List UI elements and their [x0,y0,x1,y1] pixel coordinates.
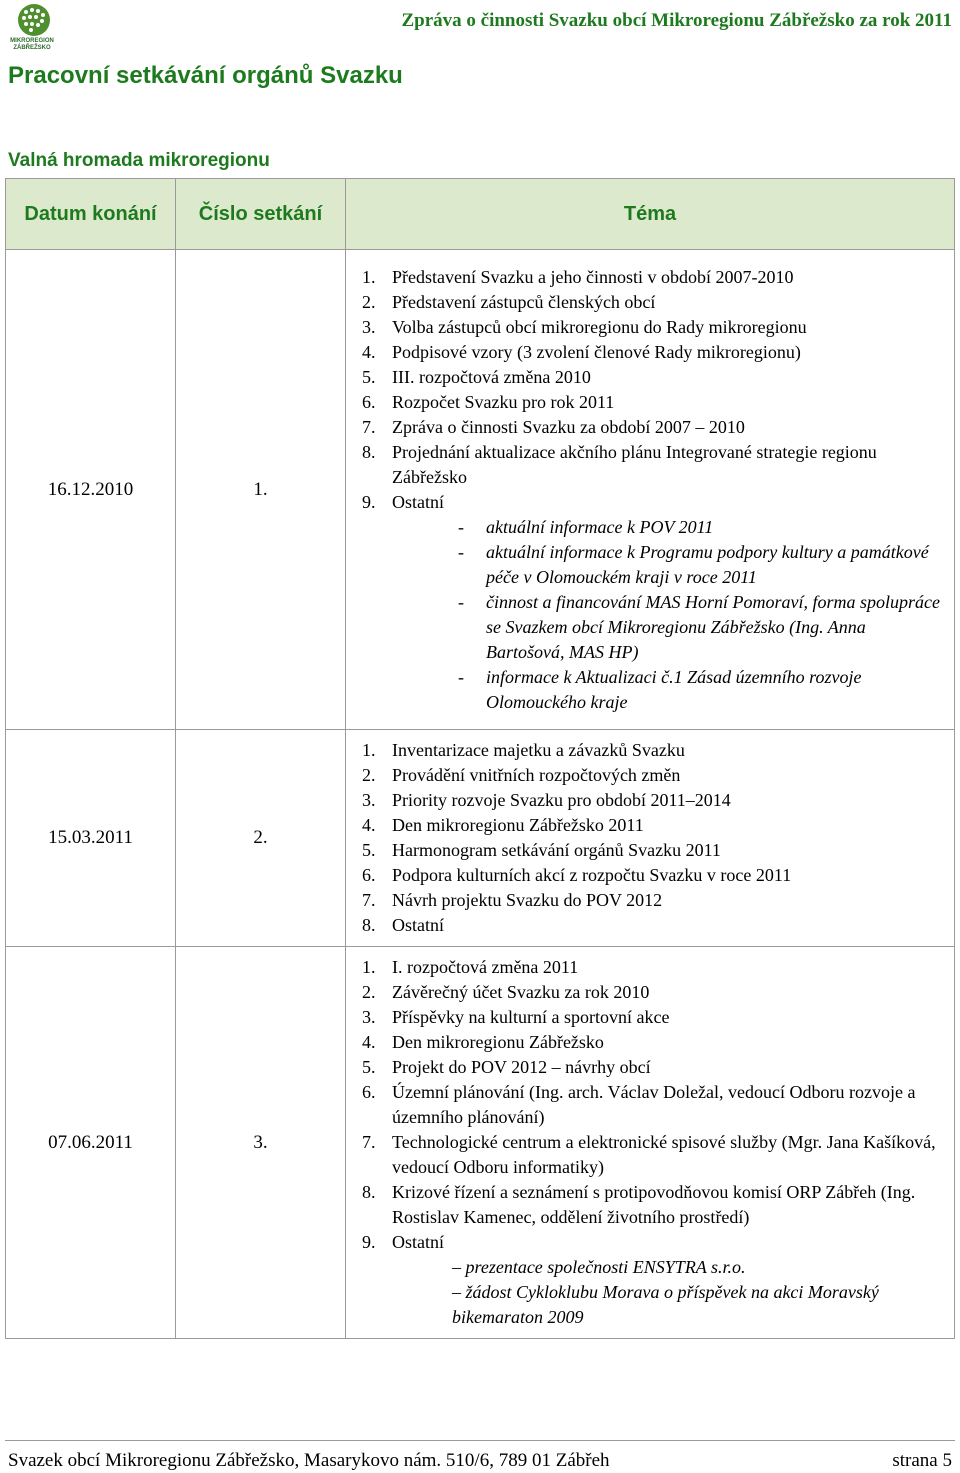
list-item [354,440,948,490]
table-row [6,730,955,947]
item-text: Návrh projektu Svazku do POV 2012 [392,890,663,910]
list-item [354,788,948,813]
item-text: Den mikroregionu Zábřežsko [392,1032,604,1052]
list-item [354,390,948,415]
list-item [354,955,948,980]
section-heading: Valná hromada mikroregionu [8,150,270,171]
item-number: 3. [362,1007,376,1027]
item-number: 9. [362,1232,376,1252]
item-text: Volba zástupců obcí mikroregionu do Rady mikroregionu [392,316,807,337]
meeting-date: 15.03.2011 [6,730,176,947]
list-item [354,813,948,838]
item-number: 5. [362,1057,376,1077]
item-text: Podpora kulturních akcí z rozpočtu Svazku v roce 2011 [392,865,792,885]
item-number: 8. [362,1182,376,1202]
list-item [354,1080,948,1130]
list-item [354,1230,948,1255]
list-item [354,980,948,1005]
list-item [354,913,948,938]
meeting-date: 07.06.2011 [6,947,176,1339]
item-number: 1. [362,740,376,760]
table-row [6,947,955,1339]
list-item [354,888,948,913]
list-item [354,763,948,788]
sub-list-item: – žádost Cykloklubu Morava o příspěvek na akci Moravský bikemaraton 2009 [452,1282,879,1327]
item-text: Závěrečný účet Svazku za rok 2010 [392,982,650,1002]
green-dotted-globe-icon [8,2,60,42]
item-number: 7. [362,1132,376,1152]
list-item [354,315,948,340]
item-text: Příspěvky na kulturní a sportovní akce [392,1007,670,1027]
item-text: Rozpočet Svazku pro rok 2011 [392,391,615,412]
list-item [354,290,948,315]
list-item [354,415,948,440]
item-text: Podpisové vzory (3 zvolení členové Rady mikroregionu) [392,341,801,362]
meeting-number: 1. [176,250,346,730]
item-number: 6. [362,865,376,885]
page-heading: Pracovní setkávání orgánů Svazku [8,62,403,89]
item-text: Harmonogram setkávání orgánů Svazku 2011 [392,840,721,860]
meetings-table [5,178,955,1339]
sub-item-text: aktuální informace k Programu podpory kultury a památkové péče v Olomouckém kraji v roce 2011 [486,541,929,587]
item-number: 6. [362,1082,376,1102]
item-number: 4. [362,341,376,362]
sub-list-item: – prezentace společnosti ENSYTRA s.r.o. [452,1257,746,1277]
item-number: 2. [362,291,376,312]
item-number: 2. [362,982,376,1002]
item-number: 6. [362,391,376,412]
header-topic: Téma [346,179,955,250]
item-text: I. rozpočtová změna 2011 [392,957,579,977]
item-number: 5. [362,840,376,860]
item-number: 2. [362,765,376,785]
sub-list-item: - aktuální informace k POV 2011 [458,516,714,537]
item-text: Den mikroregionu Zábřežsko 2011 [392,815,644,835]
sub-list-item: - činnost a financování MAS Horní Pomoraví, forma spolupráce se Svazkem obcí Mikroregionu Zábřežsko (Ing. Anna Bartošová, MAS HP) [458,591,940,662]
list-item [354,365,948,390]
item-number: 7. [362,890,376,910]
sub-item-text: informace k Aktualizaci č.1 Zásad územního rozvoje Olomouckého kraje [486,666,862,712]
item-number: 3. [362,316,376,337]
item-number: 1. [362,266,376,287]
item-text: III. rozpočtová změna 2010 [392,366,591,387]
list-item [354,1030,948,1055]
document-header-title: Zpráva o činnosti Svazku obcí Mikroregionu Zábřežsko za rok 2011 [401,10,952,31]
sub-item-text: aktuální informace k POV 2011 [486,516,714,537]
list-item [354,265,948,290]
item-number: 8. [362,441,376,462]
item-text: Projednání aktualizace akčního plánu Integrované strategie regionu Zábřežsko [392,441,877,487]
header-date: Datum konání [6,179,176,250]
meeting-date: 16.12.2010 [6,250,176,730]
list-item [354,1180,948,1230]
meeting-number: 3. [176,947,346,1339]
item-text: Provádění vnitřních rozpočtových změn [392,765,681,785]
page-number: strana 5 [892,1450,952,1471]
item-number: 7. [362,416,376,437]
list-item [354,838,948,863]
item-text: Územní plánování (Ing. arch. Václav Doležal, vedoucí Odboru rozvoje a územního plánování) [392,1082,916,1127]
sub-list-item: - informace k Aktualizaci č.1 Zásad územního rozvoje Olomouckého kraje [458,666,862,712]
footer-address: Svazek obcí Mikroregionu Zábřežsko, Masarykovo nám. 510/6, 789 01 Zábřeh [8,1450,610,1471]
logo-line1: MIKROREGION [10,38,54,44]
item-number: 9. [362,491,376,512]
item-number: 4. [362,815,376,835]
item-text: Zpráva o činnosti Svazku za období 2007 – 2010 [392,416,745,437]
meeting-topics [346,250,955,730]
logo-text [4,38,60,52]
item-text: Inventarizace majetku a závazků Svazku [392,740,685,760]
header-number: Číslo setkání [176,179,346,250]
item-number: 3. [362,790,376,810]
list-item [354,738,948,763]
meeting-number: 2. [176,730,346,947]
item-text: Představení Svazku a jeho činnosti v období 2007-2010 [392,266,794,287]
footer-divider [5,1440,955,1441]
meeting-topics [346,730,955,947]
list-item [354,1055,948,1080]
item-text: Krizové řízení a seznámení s protipovodňovou komisí ORP Zábřeh (Ing. Rostislav Kamenec, oddělení životního prostředí) [392,1182,916,1227]
logo-line2: ZÁBŘEŽSKO [13,45,51,51]
sub-item-text: činnost a financování MAS Horní Pomoraví, forma spolupráce se Svazkem obcí Mikroregionu Zábřežsko (Ing. Anna Bartošová, MAS HP) [486,591,940,662]
list-item [354,1130,948,1180]
table-row [6,250,955,730]
item-number: 8. [362,915,376,935]
table-header-row [6,179,955,250]
list-item [354,1005,948,1030]
meeting-topics [346,947,955,1339]
item-text: Technologické centrum a elektronické spisové služby (Mgr. Jana Kašíková, vedoucí Odboru informatiky) [392,1132,936,1177]
sub-list-item: - aktuální informace k Programu podpory kultury a památkové péče v Olomouckém kraji v roce 2011 [458,541,929,587]
item-text: Představení zástupců členských obcí [392,291,656,312]
list-item [354,490,948,515]
item-number: 4. [362,1032,376,1052]
item-text: Ostatní [392,491,444,512]
item-text: Priority rozvoje Svazku pro období 2011–2014 [392,790,731,810]
item-text: Ostatní [392,1232,444,1252]
item-text: Ostatní [392,915,444,935]
list-item [354,863,948,888]
list-item [354,340,948,365]
item-number: 1. [362,957,376,977]
item-number: 5. [362,366,376,387]
item-text: Projekt do POV 2012 – návrhy obcí [392,1057,651,1077]
